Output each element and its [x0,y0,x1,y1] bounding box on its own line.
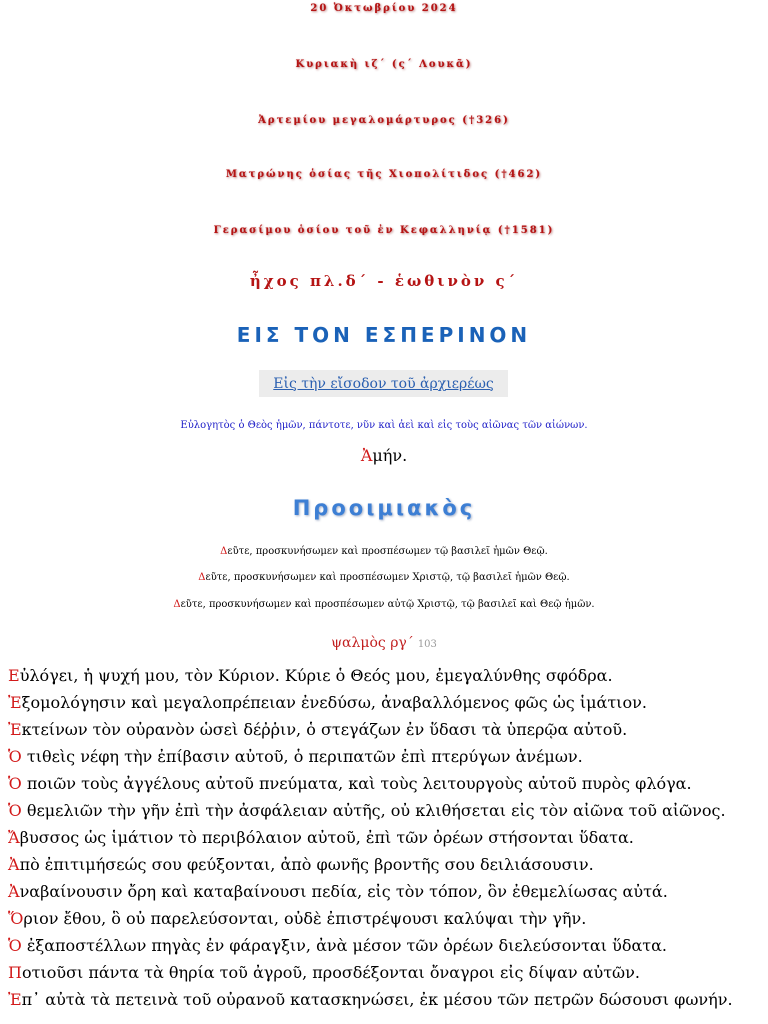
verse-initial: Δ [220,546,228,557]
line-initial: Ε [8,666,20,685]
psalm-line [8,990,733,1009]
amen-line [0,446,768,465]
entry-link[interactable]: Εἰς τὴν εἴσοδον τοῦ ἀρχιερέως [273,375,494,392]
amen-rest: μήν. [372,446,408,465]
entry-link-box [259,370,508,397]
line-text: ὐλόγει, ἡ ψυχή μου, τὸν Κύριον. Κύριε ὁ Θεός μου, ἐμεγαλύνθης σφόδρα. [19,666,613,685]
psalm-line [8,963,640,982]
line-text: οτιοῦσι πάντα τὰ θηρία τοῦ ἀγροῦ, προσδέξονται ὄναγροι εἰς δίψαν αὐτῶν. [21,963,640,982]
psalm-line [8,882,668,901]
psalm-line [8,774,692,793]
psalm-line [8,747,583,766]
line-text: π᾿ αὐτὰ τὰ πετεινὰ τοῦ οὐρανοῦ κατασκηνώσει, ἐκ μέσου τῶν πετρῶν δώσουσι φωνήν. [21,990,733,1009]
line-initial: Ὁ [8,801,22,820]
sunday-heading: Κυριακὴ ιζ΄ (ς΄ Λουκᾶ) [295,59,473,70]
psalm-line [8,855,594,874]
line-text: κτείνων τὸν οὐρανὸν ὡσεὶ δέῤῥιν, ὁ στεγάζων ἐν ὕδασι τὰ ὑπερῷα αὐτοῦ. [21,720,628,739]
psalm-line [8,909,586,928]
verse-text: εῦτε, προσκυνήσωμεν καὶ προσπέσωμεν Χριστῷ, τῷ βασιλεῖ ἡμῶν Θεῷ. [205,572,570,583]
psalm-number: 103 [417,639,437,650]
date-heading: 20 Ὀκτωβρίου 2024 [310,3,458,14]
psalm-line [8,720,627,739]
line-initial: Ὅ [8,909,24,928]
psalm-line [8,801,726,820]
verse-text: εῦτε, προσκυνήσωμεν καὶ προσπέσωμεν τῷ βασιλεῖ ἡμῶν Θεῷ. [227,546,548,557]
line-text: ἐξαποστέλλων πηγὰς ἐν φάραγξιν, ἀνὰ μέσον τῶν ὀρέων διελεύσονται ὕδατα. [21,936,667,955]
line-initial: Ὁ [8,747,22,766]
psalm-line [8,828,634,847]
proimiakos-title: Προοιμιακὸς [292,496,476,520]
blessing-text: Εὐλογητὸς ὁ Θεὸς ἡμῶν, πάντοτε, νῦν καὶ ἀεὶ καὶ εἰς τοὺς αἰῶνας τῶν αἰώνων. [180,420,588,431]
verse-initial: Δ [198,572,206,583]
line-text: τιθεὶς νέφη τὴν ἐπίβασιν αὐτοῦ, ὁ περιπατῶν ἐπὶ πτερύγων ἀνέμων. [21,747,583,766]
proimiakos-verse [0,546,768,557]
proimiakos-verse [0,572,768,583]
line-initial: Ἄ [8,828,20,847]
line-initial: Ὁ [8,774,22,793]
saint-heading-3: Γερασίμου ὁσίου τοῦ ἐν Κεφαλληνίᾳ (†1581) [213,225,555,236]
section-title: ΕΙΣ ΤΟΝ ΕΣΠΕΡΙΝΟΝ [236,323,532,347]
psalm-line [8,693,647,712]
psalm-heading [0,635,768,651]
line-initial: Π [8,963,22,982]
line-initial: Ἀ [8,855,20,874]
line-text: ριον ἔθου, ὃ οὐ παρελεύσονται, οὐδὲ ἐπιστρέψουσι καλύψαι τὴν γῆν. [23,909,587,928]
line-initial: Ἐ [8,693,22,712]
line-initial: Ὁ [8,936,22,955]
verse-text: εῦτε, προσκυνήσωμεν καὶ προσπέσωμεν αὐτῷ Χριστῷ, τῷ βασιλεῖ καὶ Θεῷ ἡμῶν. [180,599,595,610]
saint-heading-2: Ματρώνης ὁσίας τῆς Χιοπολίτιδος (†462) [225,169,543,180]
line-initial: Ἐ [8,990,22,1009]
psalm-line [8,936,667,955]
line-text: ναβαίνουσιν ὄρη καὶ καταβαίνουσι πεδία, εἰς τὸν τόπον, ὃν ἐθεμελίωσας αὐτά. [19,882,668,901]
saint-heading-1: Ἀρτεμίου μεγαλομάρτυρος (†326) [258,115,510,126]
line-text: ποιῶν τοὺς ἀγγέλους αὐτοῦ πνεύματα, καὶ τοὺς λειτουργοὺς αὐτοῦ πυρὸς φλόγα. [21,774,692,793]
line-text: βυσσος ὡς ἱμάτιον τὸ περιβόλαιον αὐτοῦ, ἐπὶ τῶν ὀρέων στήσονται ὕδατα. [19,828,634,847]
line-initial: Ἐ [8,720,22,739]
psalm-line [8,666,613,685]
psalm-label: ψαλμὸς ργ΄ [331,635,414,651]
amen-initial: Ἀ [360,446,373,465]
line-text: θεμελιῶν τὴν γῆν ἐπὶ τὴν ἀσφάλειαν αὐτῆς, οὐ κλιθήσεται εἰς τὸν αἰῶνα τοῦ αἰῶνος. [21,801,726,820]
verse-initial: Δ [173,599,181,610]
tone-label: ἦχος πλ.δ΄ - ἑωθινὸν ς΄ [249,272,519,290]
proimiakos-verse [0,599,768,610]
line-text: πὸ ἐπιτιμήσεώς σου φεύξονται, ἀπὸ φωνῆς βροντῆς σου δειλιάσουσιν. [19,855,594,874]
line-initial: Ἀ [8,882,20,901]
line-text: ξομολόγησιν καὶ μεγαλοπρέπειαν ἐνεδύσω, ἀναβαλλόμενος φῶς ὡς ἱμάτιον. [21,693,647,712]
